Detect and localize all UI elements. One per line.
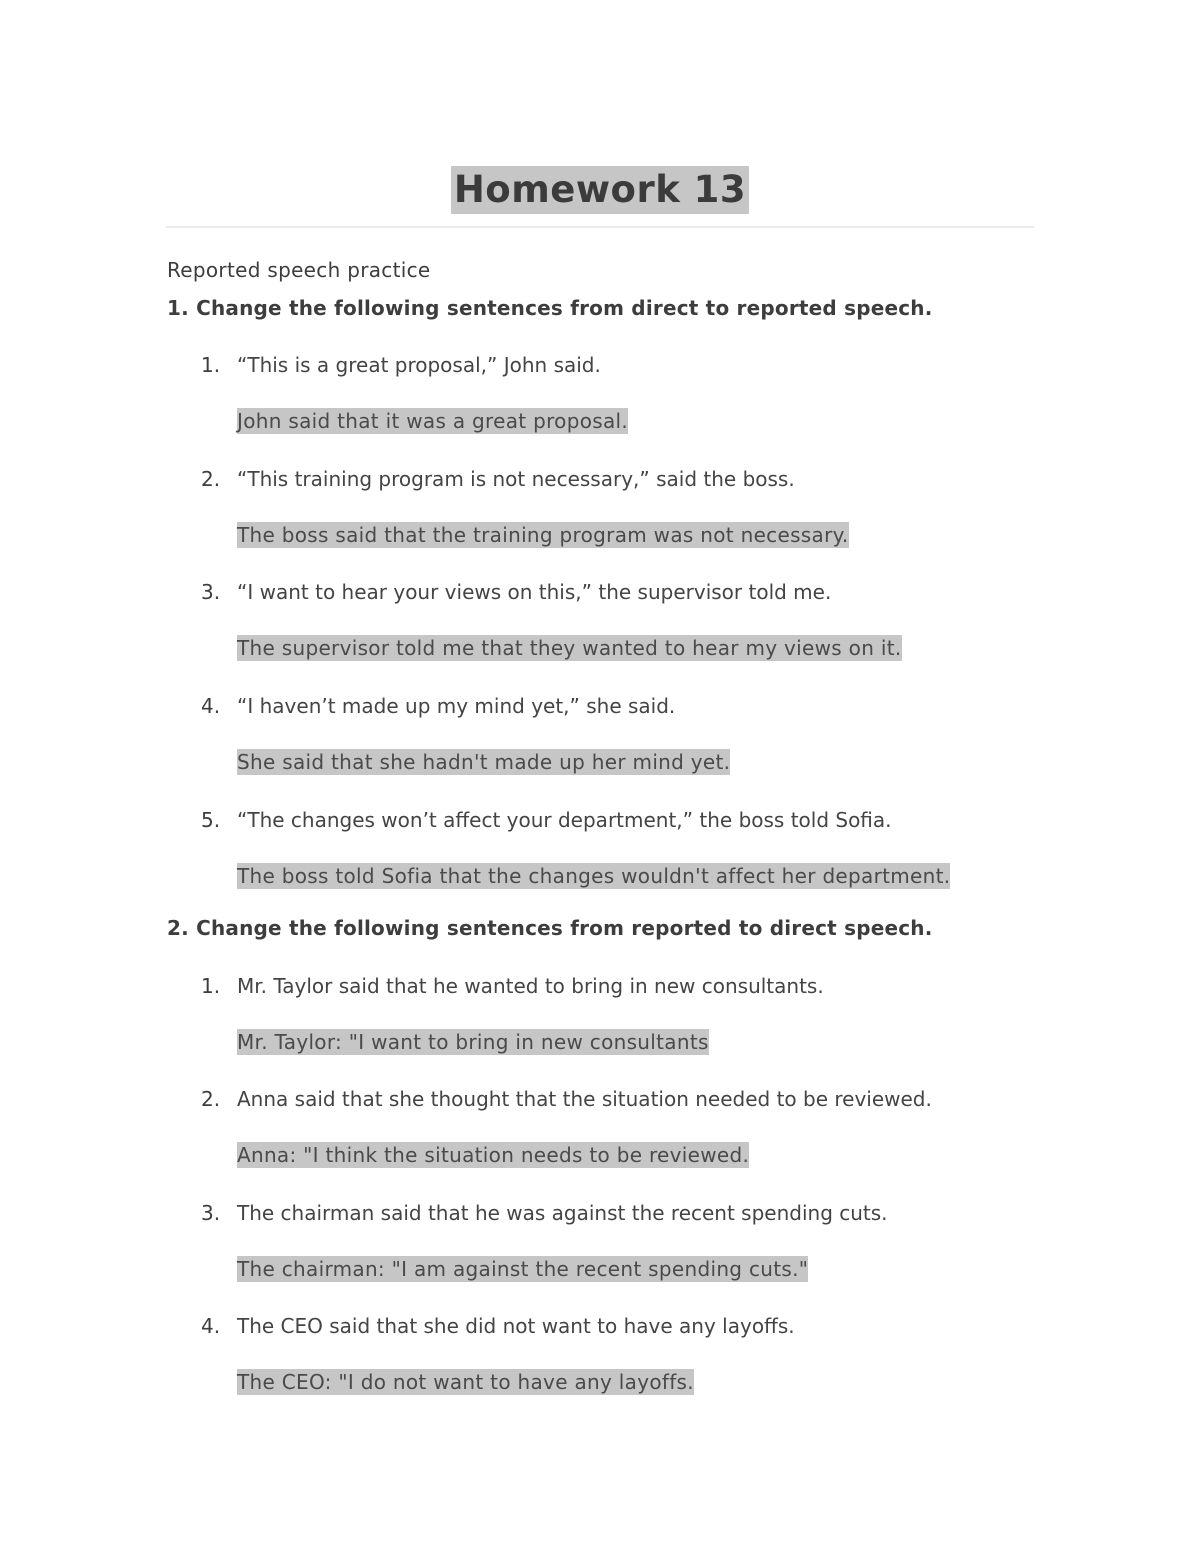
list-item-number: 1. (201, 353, 221, 377)
list-item-number: 1. (201, 974, 221, 998)
list-item-prompt: “I want to hear your views on this,” the supervisor told me. (237, 580, 832, 604)
list-item-answer: Anna: "I think the situation needs to be reviewed. (237, 1143, 750, 1167)
list-item-number: 4. (201, 694, 221, 718)
list-item-answer: The boss said that the training program was not necessary. (237, 523, 849, 547)
section-heading-2: 2. Change the following sentences from reported to direct speech. (167, 916, 933, 940)
page-title: Homework 13 (451, 166, 749, 214)
list-item-number: 2. (201, 467, 221, 491)
title-wrapper (0, 166, 1200, 214)
list-item-prompt: Mr. Taylor said that he wanted to bring in new consultants. (237, 974, 824, 998)
list-item-answer: The supervisor told me that they wanted to hear my views on it. (237, 636, 902, 660)
list-item-answer: The CEO: "I do not want to have any layoffs. (237, 1370, 694, 1394)
list-item-answer: The boss told Sofia that the changes wouldn't affect her department. (237, 864, 951, 888)
list-item-prompt: The CEO said that she did not want to have any layoffs. (237, 1314, 795, 1338)
list-item-number: 4. (201, 1314, 221, 1338)
list-item-number: 3. (201, 580, 221, 604)
list-item-answer: She said that she hadn't made up her mind yet. (237, 750, 731, 774)
list-item-number: 2. (201, 1087, 221, 1111)
list-item-prompt: “This is a great proposal,” John said. (237, 353, 601, 377)
document-subtitle: Reported speech practice (167, 258, 431, 282)
list-item-prompt: Anna said that she thought that the situation needed to be reviewed. (237, 1087, 932, 1111)
list-item-answer: The chairman: "I am against the recent spending cuts." (237, 1257, 809, 1281)
list-item-number: 5. (201, 808, 221, 832)
list-item-prompt: The chairman said that he was against the recent spending cuts. (237, 1201, 888, 1225)
list-item-answer: Mr. Taylor: "I want to bring in new consultants (237, 1030, 709, 1054)
list-item-answer: John said that it was a great proposal. (237, 409, 629, 433)
list-item-prompt: “This training program is not necessary,” said the boss. (237, 467, 795, 491)
list-item-prompt: “I haven’t made up my mind yet,” she said. (237, 694, 676, 718)
title-divider (166, 226, 1034, 228)
list-item-number: 3. (201, 1201, 221, 1225)
section-heading-1: 1. Change the following sentences from direct to reported speech. (167, 296, 933, 320)
list-item-prompt: “The changes won’t affect your department,” the boss told Sofia. (237, 808, 892, 832)
